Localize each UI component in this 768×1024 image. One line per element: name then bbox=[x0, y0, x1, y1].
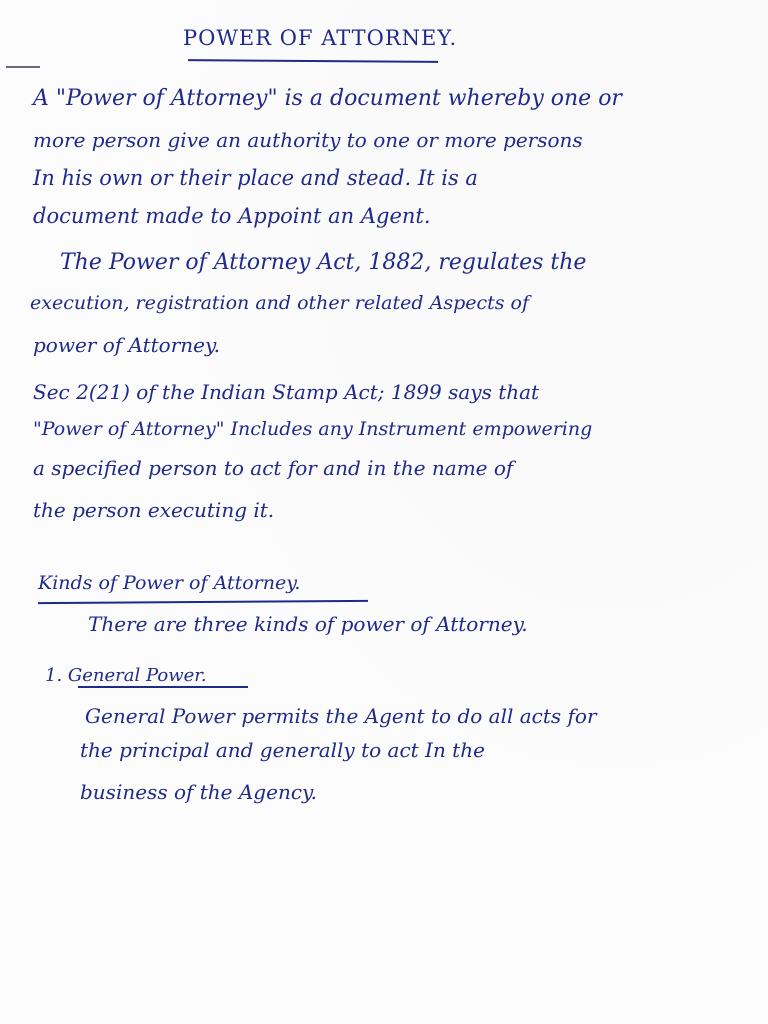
paragraph3-line3: a specified person to act for and in the name of bbox=[33, 456, 514, 480]
title-underline bbox=[188, 59, 438, 63]
page-title: POWER OF ATTORNEY. bbox=[183, 26, 458, 50]
paragraph2-line3: power of Attorney. bbox=[33, 333, 221, 357]
paragraph1-line2: more person give an authority to one or more persons bbox=[33, 128, 583, 152]
paragraph1-line3: In his own or their place and stead. It is a bbox=[33, 166, 478, 190]
paragraph2-line1: The Power of Attorney Act, 1882, regulates the bbox=[60, 250, 587, 275]
paragraph3-line1: Sec 2(21) of the Indian Stamp Act; 1899 says that bbox=[33, 380, 540, 404]
item1-heading: 1. General Power. bbox=[45, 665, 207, 686]
paragraph2-line2: execution, registration and other related Aspects of bbox=[30, 292, 530, 314]
item1-heading-underline bbox=[78, 686, 248, 688]
item1-body-line3: business of the Agency. bbox=[80, 780, 318, 804]
margin-line-mark bbox=[6, 66, 40, 68]
paragraph1-line4: document made to Appoint an Agent. bbox=[33, 204, 431, 228]
kinds-heading: Kinds of Power of Attorney. bbox=[38, 572, 301, 594]
paragraph3-line2: "Power of Attorney" Includes any Instrument empowering bbox=[33, 418, 593, 440]
item1-body-line2: the principal and generally to act In the bbox=[80, 738, 485, 762]
paragraph1-line1: A "Power of Attorney" is a document whereby one or bbox=[33, 86, 622, 111]
kinds-intro: There are three kinds of power of Attorney. bbox=[88, 612, 528, 636]
paragraph3-line4: the person executing it. bbox=[33, 498, 275, 522]
kinds-heading-underline bbox=[38, 600, 368, 604]
item1-body-line1: General Power permits the Agent to do all acts for bbox=[85, 704, 597, 728]
